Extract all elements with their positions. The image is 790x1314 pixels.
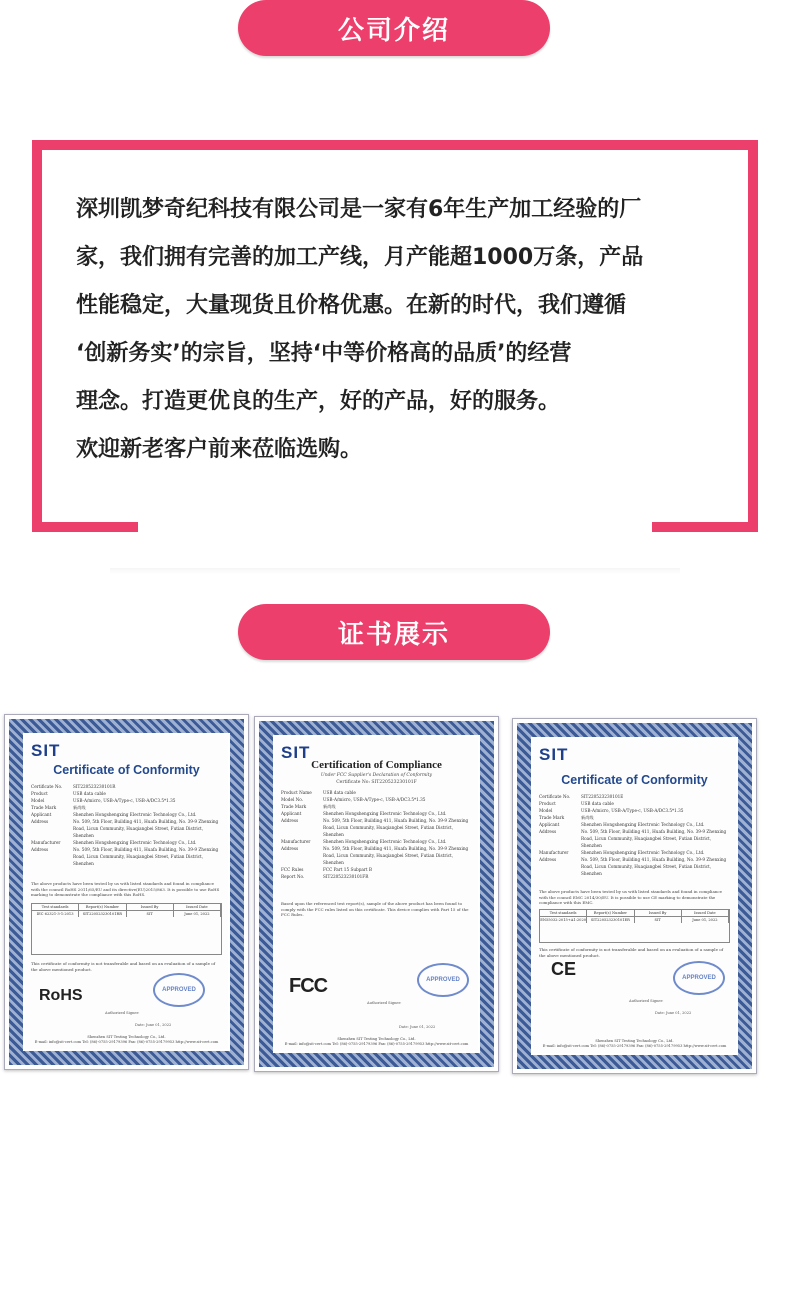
field-value: Shenzhen Hongshengxing Electronic Technology Co., Ltd.: [73, 812, 197, 817]
intro-line: 性能稳定，大量现货且价格优惠。在新的时代，我们遵循: [76, 293, 627, 318]
field-value: 新尚线: [323, 804, 336, 809]
certificate-subtitle: Under FCC Supplier's Declaration of Conformity: [320, 773, 433, 778]
field-key: Applicant: [539, 822, 560, 827]
sit-logo-text: SIT: [281, 743, 311, 762]
certificate-title: Certificate of Conformity: [53, 763, 200, 777]
sit-logo-text: SIT: [539, 745, 569, 764]
field-value: USB-A/micro, USB-A/Type-c, USB-A/DC3.5*1.35: [581, 808, 684, 813]
field-value: 新尚线: [581, 815, 594, 820]
field-key: Address: [281, 846, 299, 851]
table-header: Issued By: [635, 910, 682, 916]
field-value: USB data cable: [73, 791, 106, 796]
field-key: Product: [539, 801, 556, 806]
intro-line: 理念。打造更优良的生产，好的产品，好的服务。: [76, 389, 561, 414]
table-cell: June 01, 2022: [682, 917, 729, 923]
certificate-note: This certificate of conformity is not transferable and based on an evaluation of a sample of the above mentioned product.: [539, 947, 724, 958]
table-cell: EN55032:2015+A1:2020: [540, 918, 587, 922]
certificate-statement: The above products have been tested by us with listed standards and found in compliance with the council RoHS 2011/65/EU and its directive(EU)2015/863. It is possible to use RoHS marking to demonstrate the compliance with this RoHS.: [31, 881, 220, 897]
issuer-name: Shenzhen SIT Testing Technology Co., Ltd.: [87, 1035, 166, 1039]
field-key: Manufacturer: [281, 839, 311, 844]
certificate-note: This certificate of conformity is not transferable and based on an evaluation of a sample of the above mentioned product.: [31, 961, 216, 972]
intro-line: 欢迎新老客户前来莅临选购。: [76, 437, 363, 462]
field-key: Trade Mark: [31, 805, 57, 810]
field-value: SIT220523230101FR: [323, 874, 369, 879]
frame-border-right: [748, 140, 758, 532]
field-key: Certificate No.: [539, 794, 571, 799]
field-value: No. 509, 5th Floor, Building 411, Huafa Building, No. 39-9 Zhenxing Road, Licun Community, Huaqiangbei Street, Futian District, Shenzhen: [323, 846, 469, 865]
field-value: Shenzhen Hongshengxing Electronic Technology Co., Ltd.: [323, 839, 447, 844]
standards-table: [31, 903, 222, 955]
field-key: Model: [31, 798, 45, 803]
table-cell: SIT: [127, 911, 174, 917]
frame-border-bottom-left: [32, 522, 138, 532]
sit-logo: [539, 745, 568, 765]
intro-line: ‘创新务实’的宗旨，坚持‘中等价格高的品质’的经营: [76, 341, 572, 366]
table-cell: SIT220523230101RR: [79, 911, 126, 917]
issue-date: Date: June 01, 2022: [135, 1023, 172, 1027]
field-key: Model: [539, 808, 553, 813]
certificate-fcc: [254, 716, 499, 1072]
field-key: Manufacturer: [31, 840, 61, 845]
field-key: Product Name: [281, 790, 312, 795]
authorized-signer: Authorized Signer:: [367, 1001, 402, 1005]
field-value: No. 509, 5th Floor, Building 411, Huafa Building, No. 39-9 Zhenxing Road, Licun Community, Huaqiangbei Street, Futian District, Shenzhen: [581, 857, 727, 876]
intro-line: 深圳凯梦奇纪科技有限公司是一家有6年生产加工经验的厂: [76, 197, 642, 222]
certificate-fields: [539, 793, 730, 877]
table-cell: SIT220523230101ER: [587, 917, 634, 923]
issuer-name: Shenzhen SIT Testing Technology Co., Ltd.: [595, 1039, 674, 1043]
field-value: No. 509, 5th Floor, Building 411, Huafa Building, No. 39-9 Zhenxing Road, Licun Community, Huaqiangbei Street, Futian District, Shenzhen: [581, 829, 727, 848]
certificate-number: Certificate No: SIT220523230101F: [336, 780, 417, 785]
field-key: Trade Mark: [281, 804, 307, 809]
certificate-title: Certification of Compliance: [311, 759, 442, 771]
field-value: Shenzhen Hongshengxing Electronic Technology Co., Ltd.: [73, 840, 197, 845]
field-value: Shenzhen Hongshengxing Electronic Technology Co., Ltd.: [581, 822, 705, 827]
certificate-footer: [275, 1037, 478, 1047]
field-key: Address: [281, 818, 299, 823]
field-value: No. 509, 5th Floor, Building 411, Huafa Building, No. 39-9 Zhenxing Road, Licun Community, Huaqiangbei Street, Futian District, Shenzhen: [73, 847, 219, 866]
divider-shadow: [110, 568, 680, 574]
certificate-statement: The above products have been tested by us with listed standards and found in compliance with the council EMC 2014/30/EU. It is possible to use CE marking to demonstrate the compliance with this EMC.: [539, 889, 723, 905]
standards-table: [539, 909, 730, 943]
table-header: Report(s) Number: [79, 904, 126, 910]
field-key: Trade Mark: [539, 815, 565, 820]
table-header: Test standards: [540, 910, 587, 916]
field-value: No. 509, 5th Floor, Building 411, Huafa Building, No. 39-9 Zhenxing Road, Licun Community, Huaqiangbei Street, Futian District, Shenzhen: [73, 819, 219, 838]
rohs-mark: RoHS: [39, 987, 83, 1004]
approved-stamp: APPROVED: [153, 973, 205, 1007]
intro-line: 家，我们拥有完善的加工产线，月产能超1000万条，产品: [76, 245, 644, 270]
authorized-signer: Authorized Signer:: [105, 1011, 140, 1015]
issuer-contact: E-mail: info@sit-cert.com Tel: (86)-0755-29179396 Fax: (86)-0755-29179953 http://www.sit-cert.com: [284, 1042, 469, 1046]
frame-border-top: [32, 140, 758, 150]
field-value: FCC Part 15 Subpart B: [323, 867, 372, 872]
field-value: 新尚线: [73, 805, 86, 810]
certificate-rohs: [4, 714, 249, 1070]
fcc-mark: FCC: [289, 975, 328, 997]
field-key: Address: [31, 819, 49, 824]
section-title-certificates: 证书展示: [238, 604, 550, 660]
field-value: No. 509, 5th Floor, Building 411, Huafa Building, No. 39-9 Zhenxing Road, Licun Community, Huaqiangbei Street, Futian District, Shenzhen: [323, 818, 469, 837]
company-intro-frame: [32, 140, 758, 532]
certificate-fields: [31, 783, 222, 867]
field-value: USB-A/micro, USB-A/Type-c, USB-A/DC3.5*1.35: [73, 798, 176, 803]
approved-stamp: APPROVED: [417, 963, 469, 997]
field-key: Address: [539, 857, 557, 862]
table-header: Report(s) Number: [587, 910, 634, 916]
field-value: Shenzhen Hongshengxing Electronic Technology Co., Ltd.: [323, 811, 447, 816]
table-header: Issued By: [127, 904, 174, 910]
field-key: Product: [31, 791, 48, 796]
table-cell: SIT: [635, 917, 682, 923]
certificate-statement: Based upon the referenced test report(s), sample of the above product has been found to comply with the FCC rules listed on this certificate. This device complies with Part 15 of the FCC Rules.: [281, 901, 469, 917]
field-value: USB data cable: [581, 801, 614, 806]
field-key: FCC Rules: [281, 867, 304, 872]
issue-date: Date: June 01, 2022: [655, 1011, 692, 1015]
approved-stamp: APPROVED: [673, 961, 725, 995]
table-header: Test standards: [32, 904, 79, 910]
field-value: Shenzhen Hongshengxing Electronic Technology Co., Ltd.: [581, 850, 705, 855]
table-cell: IEC 62321-3-1:2013: [32, 911, 79, 917]
field-key: Model No.: [281, 797, 304, 802]
section-title-company: 公司介绍: [238, 0, 550, 56]
certificate-fields: [281, 789, 472, 880]
sit-logo-text: SIT: [31, 741, 61, 760]
table-cell: June 01, 2022: [174, 911, 221, 917]
certificate-body: [533, 739, 736, 1053]
table-header: Issued Date: [682, 910, 729, 916]
company-intro-text: [76, 186, 716, 474]
field-value: USB data cable: [323, 790, 356, 795]
field-value: SIT220523230101R: [73, 784, 116, 789]
issuer-name: Shenzhen SIT Testing Technology Co., Ltd.: [337, 1037, 416, 1041]
field-key: Applicant: [31, 812, 52, 817]
frame-border-bottom-right: [652, 522, 758, 532]
certificate-ce: [512, 718, 757, 1074]
certificate-body: [25, 735, 228, 1049]
field-key: Manufacturer: [539, 850, 569, 855]
field-key: Address: [539, 829, 557, 834]
certificate-title: Certificate of Conformity: [561, 773, 708, 787]
sit-logo: [31, 741, 60, 761]
field-key: Applicant: [281, 811, 302, 816]
certificate-footer: [25, 1035, 228, 1045]
frame-border-left: [32, 140, 42, 532]
field-key: Address: [31, 847, 49, 852]
field-value: USB-A/micro, USB-A/Type-c, USB-A/DC3.5*1.35: [323, 797, 426, 802]
authorized-signer: Authorized Signer:: [629, 999, 664, 1003]
table-header: Issued Date: [174, 904, 221, 910]
field-value: SIT220523230101E: [581, 794, 624, 799]
certificate-footer: [533, 1039, 736, 1049]
issuer-contact: E-mail: info@sit-cert.com Tel: (86)-0755-29179396 Fax: (86)-0755-29179953 http://www.sit-cert.com: [542, 1044, 727, 1048]
certificate-body: [275, 737, 478, 1051]
issuer-contact: E-mail: info@sit-cert.com Tel: (86)-0755-29179396 Fax: (86)-0755-29179953 http://www.sit-cert.com: [34, 1040, 219, 1044]
issue-date: Date: June 01, 2022: [399, 1025, 436, 1029]
field-key: Certificate No.: [31, 784, 63, 789]
ce-mark: CE: [551, 959, 577, 979]
field-key: Report No.: [281, 874, 305, 879]
